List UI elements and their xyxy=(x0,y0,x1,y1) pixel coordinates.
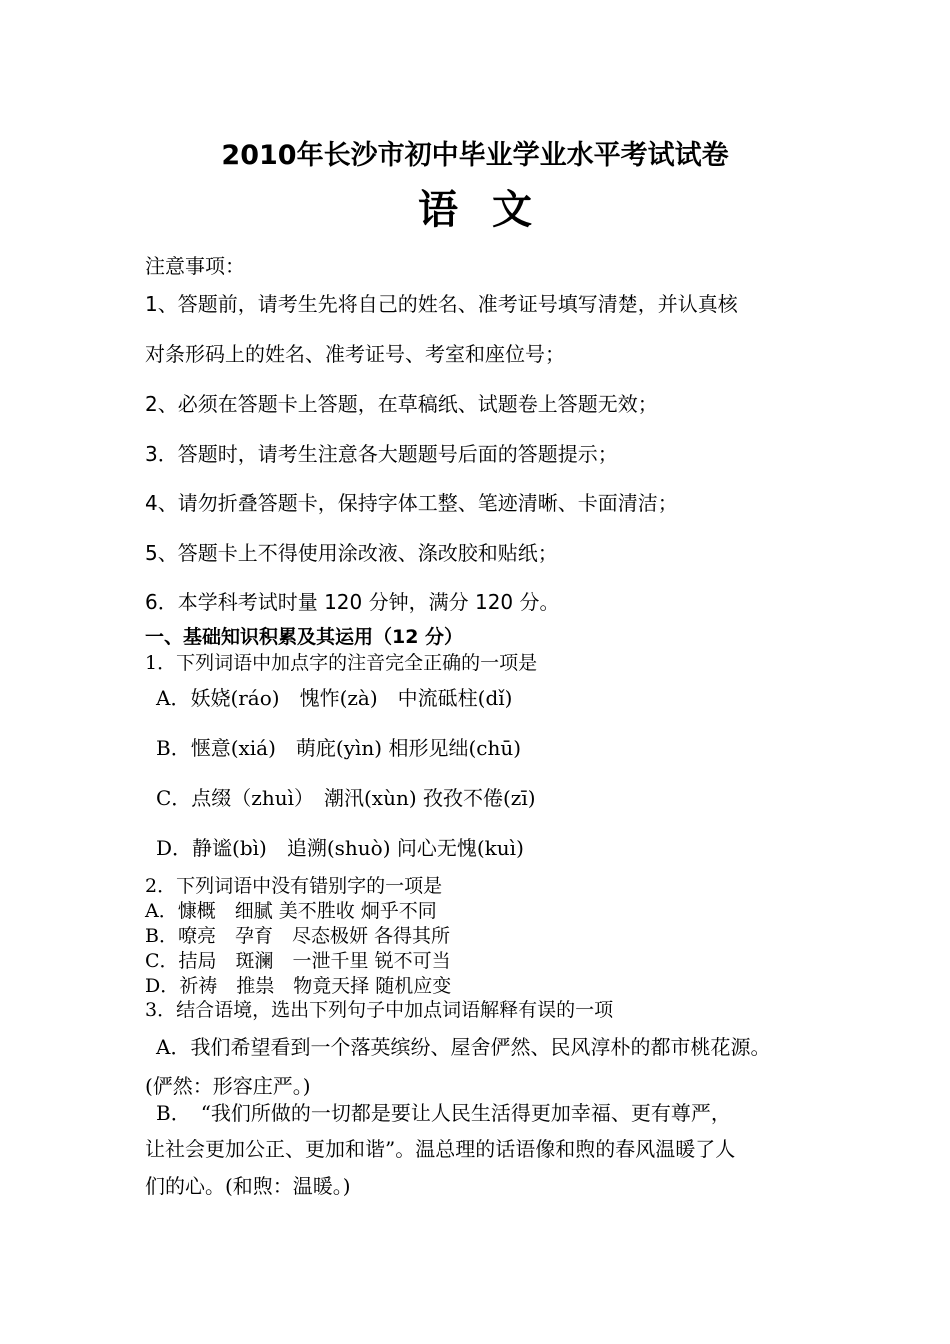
notice-line: 5、答题卡上不得使用涂改液、涤改胶和贴纸； xyxy=(145,541,558,565)
notice-line: 2、必须在答题卡上答题，在草稿纸、试题卷上答题无效； xyxy=(145,392,658,416)
section-heading: 一、基础知识积累及其运用（12 分） xyxy=(145,626,464,648)
notice-line: 对条形码上的姓名、准考证号、考室和座位号； xyxy=(145,342,565,366)
question-stem: 1．下列词语中加点字的注音完全正确的一项是 xyxy=(145,652,538,674)
answer-option-line: 让社会更加公正、更加和谐”。温总理的话语像和煦的春风温暖了人 xyxy=(145,1137,736,1161)
subject-title: 语文 xyxy=(418,187,566,233)
answer-option: A．慷概 细腻 美不胜收 炯乎不同 xyxy=(145,900,437,922)
notice-line: 1、答题前，请考生先将自己的姓名、准考证号填写清楚，并认真核 xyxy=(145,292,738,316)
answer-option: A．妖娆(ráo) 愧怍(zà) 中流砥柱(dǐ) xyxy=(156,686,513,710)
notice-line: 3．答题时，请考生注意各大题题号后面的答题提示； xyxy=(145,442,618,466)
notice-line: 4、请勿折叠答题卡，保持字体工整、笔迹清晰、卡面清洁； xyxy=(145,491,678,515)
question-stem: 3．结合语境，选出下列句子中加点词语解释有误的一项 xyxy=(145,999,614,1021)
answer-option: D．静谧(bì) 追溯(shuò) 问心无愧(kuì) xyxy=(156,836,524,860)
answer-option: C．拮局 斑澜 一泄千里 锐不可当 xyxy=(145,950,451,972)
answer-option-line: (俨然：形容庄严。) xyxy=(145,1074,311,1098)
notice-heading: 注意事项： xyxy=(145,254,245,278)
question-stem: 2．下列词语中没有错别字的一项是 xyxy=(145,875,443,897)
notice-line: 6．本学科考试时量 120 分钟，满分 120 分。 xyxy=(145,590,560,614)
answer-option-line: 们的心。(和煦：温暖。) xyxy=(145,1174,351,1198)
answer-option: A．我们希望看到一个落英缤纷、屋舍俨然、民风淳朴的都市桃花源。 xyxy=(156,1035,771,1059)
answer-option: C．点缀（zhuì） 潮汛(xùn) 孜孜不倦(zī) xyxy=(156,786,536,810)
answer-option: B．惬意(xiá) 萌庇(yìn) 相形见绌(chū) xyxy=(156,736,522,760)
answer-option: B．嘹亮 孕育 尽态极妍 各得其所 xyxy=(145,925,451,947)
answer-option: D．祈祷 推祟 物竟天择 随机应变 xyxy=(145,975,452,997)
exam-title: 2010年长沙市初中毕业学业水平考试试卷 xyxy=(221,140,729,171)
answer-option: B． “我们所做的一切都是要让人民生活得更加幸福、更有尊严， xyxy=(156,1101,731,1125)
